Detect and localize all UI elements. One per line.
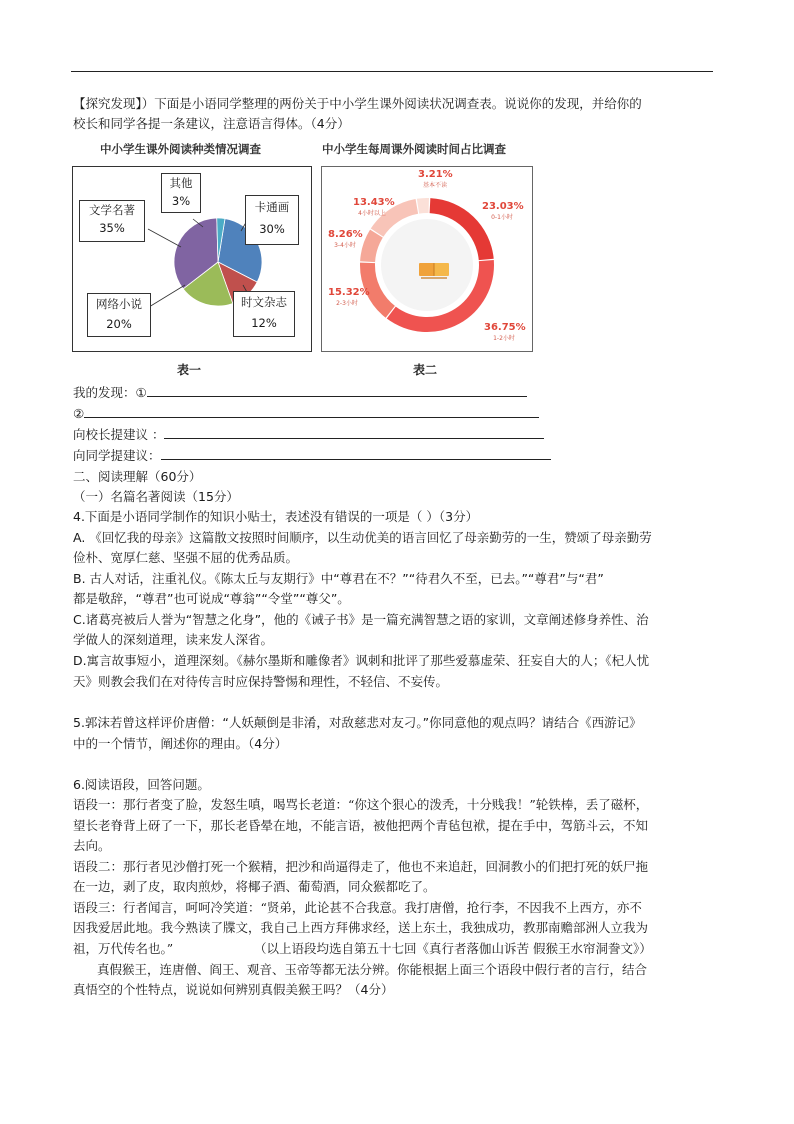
chart1-value-cartoon: 30% — [259, 222, 285, 236]
discovery-blank-2[interactable] — [84, 404, 539, 418]
classmate-blank[interactable] — [161, 446, 551, 460]
chart1-label-literature: 文学名著 — [89, 203, 135, 217]
q6-passage3-line-3: 祖，万代传名也。” — [73, 941, 174, 956]
chart2-label-1-2: 36.75% 1-2小时 — [484, 322, 526, 342]
ring-segment-3 — [360, 230, 383, 262]
intro-line-1: 【探究发现】）下面是小语同学整理的两份关于中小学生课外阅读状况调查表。说说你的发现，并给你的 — [73, 96, 642, 111]
classmate-row — [73, 446, 551, 466]
chart1-label-magazine: 时文杂志 — [241, 295, 287, 309]
chart2-label-0-1: 23.03% 0-1小时 — [482, 201, 524, 221]
chart1-callout-magazine — [233, 291, 295, 337]
q4-option-d-1: D.寓言故事短小，道理深刻。《赫尔墨斯和雕像者》讽刺和批评了那些爱慕虚荣、狂妄自大的人；《杞人忧 — [73, 653, 650, 668]
q4-option-d-2: 天》则教会我们在对待传言时应保持警惕和理性，不轻信、不妄传。 — [73, 674, 449, 689]
pie-leader-line-3 — [149, 285, 185, 307]
second-label: ② — [73, 406, 85, 421]
chart2-title: 中小学生每周课外阅读时间占比调查 — [322, 142, 506, 156]
q6-passage3-line-2: 因我爱居此地。我今熟读了牒文，我自己上西方拜佛求经，送上东土，我独成功，教那南赡部洲人立我为 — [73, 920, 649, 935]
intro-line-2: 校长和同学各提一条建议，注意语言得体。（4分） — [73, 116, 350, 131]
chart1-title: 中小学生课外阅读种类情况调查 — [100, 142, 261, 156]
chart2-caption: 表二 — [413, 363, 438, 377]
chart2-frame — [321, 166, 533, 352]
chart1-value-web: 20% — [106, 317, 132, 331]
q4-option-c-1: C.诸葛亮被后人誉为“智慧之化身”，他的《诫子书》是一篇充满智慧之语的家训，文章阐述修身养性、治 — [73, 612, 649, 627]
q4-option-a-1: A. 《回忆我的母亲》这篇散文按照时间顺序，以生动优美的语言回忆了母亲勤劳的一生，赞颂了母亲勤劳 — [73, 530, 652, 545]
chart1-label-other: 其他 — [169, 176, 193, 190]
q4-option-b-1: B. 古人对话，注重礼仪。《陈太丘与友期行》中“尊君在不？”“待君久不至，已去。”“尊君”与“君” — [73, 571, 604, 586]
q6-passage1-line-1: 语段一：那行者变了脸，发怒生嗔，喝骂长老道：“你这个狠心的泼秃，十分贱我！”轮铁棒，丢了磁杯， — [73, 797, 649, 812]
chart2-label-3-4: 8.26% 3-4小时 — [328, 229, 363, 249]
q6-question-line-1: 真假猴王，连唐僧、阎王、观音、玉帝等都无法分辨。你能根据上面三个语段中假行者的言行，结合 — [97, 962, 648, 977]
q6-source: （以上语段均选自第五十七回《真行者落伽山诉苦 假猴王水帘洞誊文》） — [254, 941, 652, 956]
discovery-label: 我的发现：① — [73, 385, 147, 400]
q6-passage3-line-1: 语段三：行者闻言，呵呵冷笑道：“贤弟，此论甚不合我意。我打唐僧，抢行李，不因我不上西方，亦不 — [73, 900, 642, 915]
q4-option-b-2: 都是敬辞，“尊君”也可说成“尊翁”“令堂”“尊父”。 — [73, 591, 350, 606]
q5-line-1: 5.郭沫若曾这样评价唐僧：“人妖颠倒是非淆，对敌慈悲对友刁。”你同意他的观点吗？请结合《西游记》 — [73, 715, 642, 730]
q6-stem: 6.阅读语段，回答问题。 — [73, 777, 210, 792]
q6-passage2-line-2: 在一边，剥了皮，取肉煎炒，将椰子酒、葡萄酒，同众猴都吃了。 — [73, 879, 436, 894]
chart1-value-literature: 35% — [99, 221, 125, 235]
q4-option-c-2: 学做人的深刻道理，读来发人深省。 — [73, 632, 274, 647]
q5-line-2: 中的一个情节，阐述你的理由。（4分） — [73, 736, 288, 751]
classmate-label: 向同学提建议： — [73, 448, 161, 463]
chart2-label-2-3: 15.32% 2-3小时 — [328, 287, 370, 307]
chart1-caption: 表一 — [177, 363, 202, 377]
chart2-label-none: 3.21% 基本不读 — [418, 169, 453, 189]
discovery-row — [73, 383, 527, 403]
q6-passage2-line-1: 语段二：那行者见沙僧打死一个猴精，把沙和尚逼得走了，他也不来追赶，回洞教小的们把打死的妖尸拖 — [73, 859, 649, 874]
discovery-row-2 — [73, 404, 539, 424]
chart1-value-other: 3% — [171, 194, 191, 208]
chart1-callout-other — [161, 173, 201, 213]
q6-passage1-line-2: 望长老脊背上砑了一下，那长老昏晕在地，不能言语，被他把两个青毡包袱，提在手中，驾筋斗云，不知 — [73, 818, 649, 833]
top-rule — [71, 71, 713, 72]
q4-option-a-2: 俭朴、宽厚仁慈、坚强不屈的优秀品质。 — [73, 550, 299, 565]
principal-label: 向校长提建议 ： — [73, 427, 165, 442]
q6-question-line-2: 真悟空的个性特点，说说如何辨别真假美猴王吗？（4分） — [73, 982, 394, 997]
ring-segment-5 — [417, 198, 429, 214]
chart1-frame — [72, 166, 312, 352]
chart1-callout-literature — [79, 200, 145, 242]
chart1-label-web: 网络小说 — [96, 297, 142, 311]
chart1-callout-web — [87, 293, 151, 337]
discovery-blank-1[interactable] — [147, 383, 527, 397]
chart1-callout-cartoon — [245, 195, 299, 245]
chart1-value-magazine: 12% — [251, 316, 277, 330]
chart1-label-cartoon: 卡通画 — [254, 200, 290, 214]
section2-heading: 二、阅读理解（60分） — [73, 469, 202, 484]
principal-row — [73, 425, 544, 445]
q6-passage1-line-3: 去向。 — [73, 838, 111, 853]
section2-sub1: （一）名篇名著阅读（15分） — [73, 489, 239, 504]
book-icon — [419, 263, 449, 278]
principal-blank[interactable] — [164, 425, 544, 439]
pie-leader-line-1 — [148, 229, 181, 247]
chart2-label-4plus: 13.43% 4小时以上 — [353, 197, 395, 217]
q4-stem: 4.下面是小语同学制作的知识小贴士，表述没有错误的一项是（ ）（3分） — [73, 509, 479, 524]
